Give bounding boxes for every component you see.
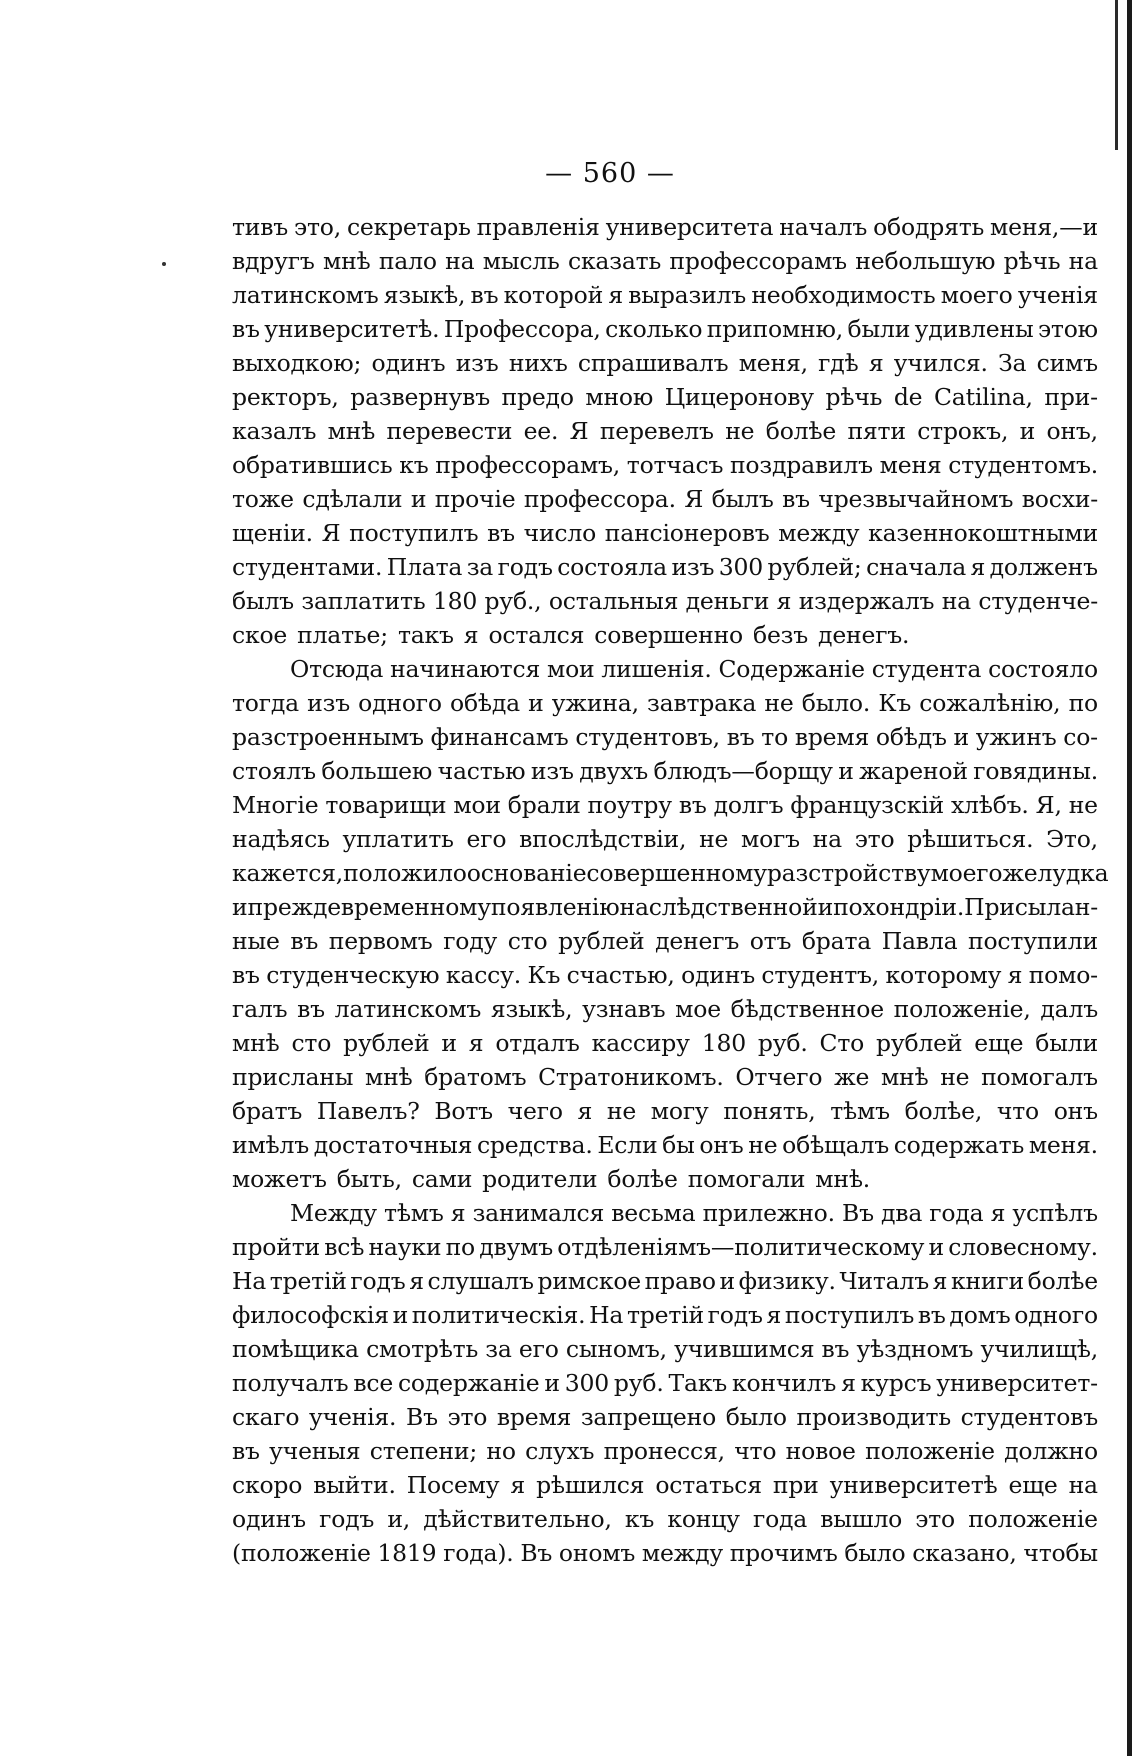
text-line: студентами. Плата за годъ состояла изъ 300 рублей; сначала я долженъ [232,553,1098,581]
text-line: получалъ все содержаніе и 300 руб. Такъ кончилъ я курсъ университет- [232,1369,1098,1397]
text-line: скаго ученія. Въ это время запрещено было производить студентовъ [232,1403,1098,1431]
text-line: тогда изъ одного обѣда и ужина, завтрака не было. Къ сожалѣнію, по [232,689,1098,717]
text-line: философскія и политическія. На третій годъ я поступилъ въ домъ одного [232,1301,1098,1329]
text-line: галъ въ латинскомъ языкѣ, узнавъ мое бѣдственное положеніе, далъ [232,995,1098,1023]
text-line: (положеніе 1819 года). Въ ономъ между прочимъ было сказано, чтобы [232,1539,1098,1567]
text-line: въ студенческую кассу. Къ счастью, одинъ студентъ, которому я помо- [232,961,1098,989]
text-line: Отсюда начинаются мои лишенія. Содержаніе студента состояло [290,655,1098,683]
text-line: мнѣ сто рублей и я отдалъ кассиру 180 руб. Сто рублей еще были [232,1029,1098,1057]
page-number: — 560 — [545,158,675,189]
text-line: обратившись къ профессорамъ, тотчасъ поздравилъ меня студентомъ. [232,451,1098,479]
text-line: имѣлъ достаточныя средства. Если бы онъ не обѣщалъ содержать меня. [232,1131,1098,1159]
text-line: и преждевременному появленію наслѣдственной ипохондріи. Присылан- [232,893,1098,921]
text-line: На третій годъ я слушалъ римское право и физику. Читалъ я книги болѣе [232,1267,1098,1295]
text-line: ректоръ, развернувъ предо мною Цицеронову рѣчь de Catilina, при- [232,383,1098,411]
text-line: въ университетѣ. Профессора, сколько припомню, были удивлены этою [232,315,1098,343]
text-line: присланы мнѣ братомъ Стратоникомъ. Отчего же мнѣ не помогалъ [232,1063,1098,1091]
text-line: стоялъ большею частью изъ двухъ блюдъ—борщу и жареной говядины. [232,757,1098,785]
text-line: тивъ это, секретарь правленія университета началъ ободрять меня,—и [232,213,1098,241]
text-line: надѣясь уплатить его впослѣдствіи, не могъ на это рѣшиться. Это, [232,825,1098,853]
text-line: щеніи. Я поступилъ въ число пансіонеровъ между казеннокоштными [232,519,1098,547]
text-line: помѣщика смотрѣть за его сыномъ, учившимся въ уѣздномъ училищѣ, [232,1335,1098,1363]
text-line: выходкою; одинъ изъ нихъ спрашивалъ меня, гдѣ я учился. За симъ [232,349,1098,377]
stray-mark [162,262,166,266]
text-line: скоро выйти. Посему я рѣшился остаться при университетѣ еще на [232,1471,1098,1499]
text-line: вдругъ мнѣ пало на мысль сказать профессорамъ небольшую рѣчь на [232,247,1098,275]
text-line: братъ Павелъ? Вотъ чего я не могу понять, тѣмъ болѣе, что онъ [232,1097,1098,1125]
text-line: разстроеннымъ финансамъ студентовъ, въ то время обѣдъ и ужинъ со- [232,723,1098,751]
page-edge [1127,0,1132,1756]
text-line: пройти всѣ науки по двумъ отдѣленіямъ—политическому и словесному. [232,1233,1098,1261]
body-text [232,210,1109,1570]
text-line: ское платье; такъ я остался совершенно безъ денегъ. [232,621,910,649]
text-line: былъ заплатить 180 руб., остальныя деньги я издержалъ на студенче- [232,587,1098,615]
text-line: Многіе товарищи мои брали поутру въ долгъ французскій хлѣбъ. Я, не [232,791,1098,819]
text-line: латинскомъ языкѣ, въ которой я выразилъ необходимость моего ученія [232,281,1098,309]
text-line: Между тѣмъ я занимался весьма прилежно. Въ два года я успѣлъ [290,1199,1098,1227]
text-line: можетъ быть, сами родители болѣе помогали мнѣ. [232,1165,871,1193]
text-line: казалъ мнѣ перевести ее. Я перевелъ не болѣе пяти строкъ, и онъ, [232,417,1098,445]
text-line: въ ученыя степени; но слухъ пронесся, что новое положеніе должно [232,1437,1098,1465]
text-line: кажется, положило основаніе совершенному разстройству моего желудка [232,859,1109,887]
text-line: тоже сдѣлали и прочіе профессора. Я былъ въ чрезвычайномъ восхи- [232,485,1098,513]
text-line: одинъ годъ и, дѣйствительно, къ концу года вышло это положеніе [232,1505,1098,1533]
text-line: ные въ первомъ году сто рублей денегъ отъ брата Павла поступили [232,927,1098,955]
page-edge-top [1115,0,1118,150]
